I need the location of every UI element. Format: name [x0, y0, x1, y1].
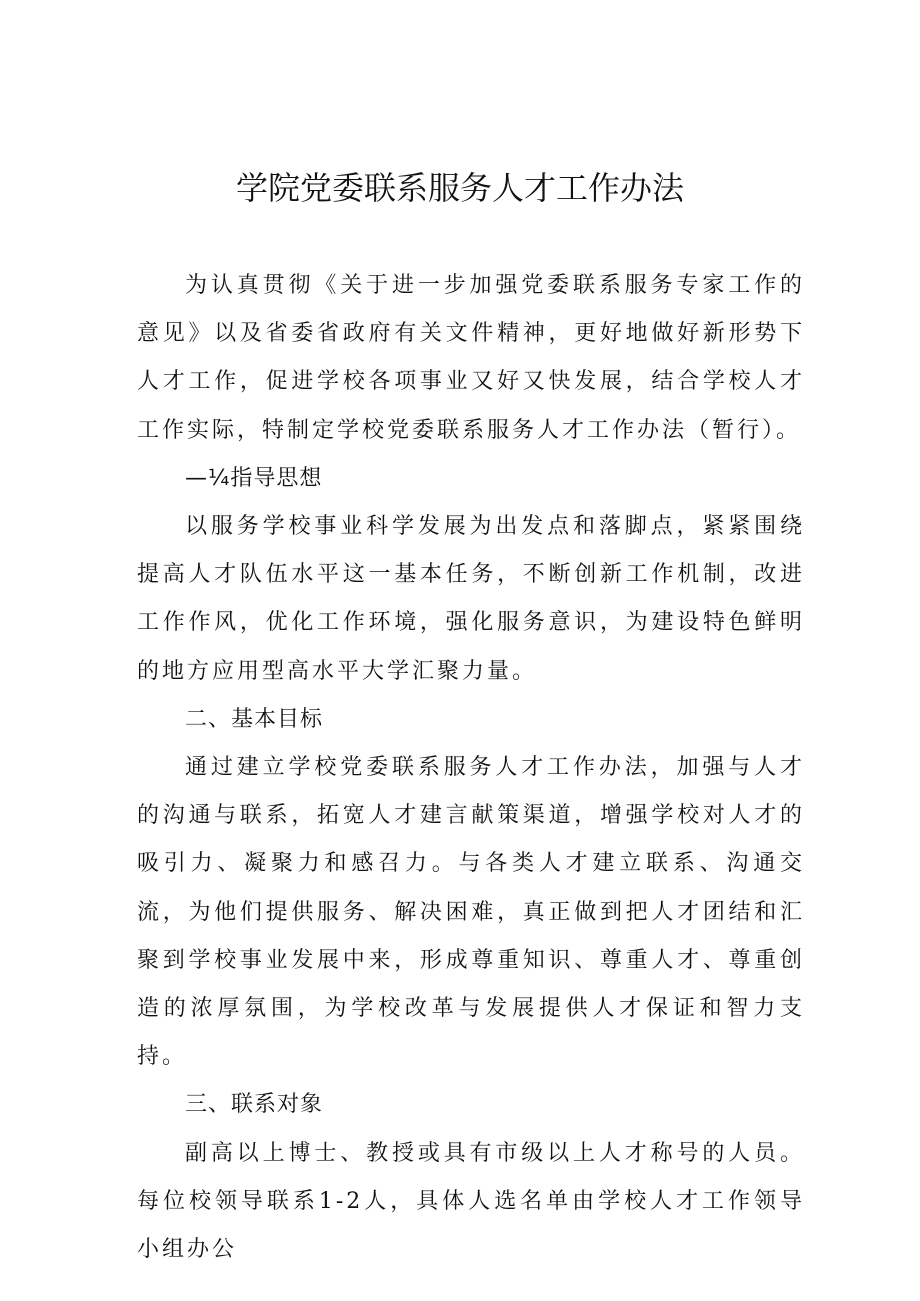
guiding-ideology-paragraph: 以服务学校事业科学发展为出发点和落脚点，紧紧围绕提高人才队伍水平这一基本任务，不断创新工作机制，改进工作作风，优化工作环境，强化服务意识，为建设特色鲜明的地方应用型高水平大学汇聚力量。: [137, 514, 805, 684]
section-heading-guiding-ideology: —¼指导思想: [185, 465, 323, 491]
section-heading-contact-targets: 三、联系对象: [185, 1092, 324, 1118]
section-heading-basic-goals: 二、基本目标: [185, 706, 324, 732]
document-title: 学院党委联系服务人才工作办法: [235, 169, 684, 207]
basic-goals-paragraph: 通过建立学校党委联系服务人才工作办法，加强与人才的沟通与联系，拓宽人才建言献策渠道，增强学校对人才的吸引力、凝聚力和感召力。与各类人才建立联系、沟通交流，为他们提供服务、解决困难，真正做到把人才团结和汇聚到学校事业发展中来，形成尊重知识、尊重人才、尊重创造的浓厚氛围，为学校改革与发展提供人才保证和智力支持。: [137, 755, 805, 1070]
intro-paragraph: 为认真贯彻《关于进一步加强党委联系服务专家工作的意见》以及省委省政府有关文件精神，更好地做好新形势下人才工作，促进学校各项事业又好又快发展，结合学校人才工作实际，特制定学校党委联系服务人才工作办法（暂行）。: [137, 273, 805, 443]
contact-targets-paragraph: 副高以上博士、教授或具有市级以上人才称号的人员。每位校领导联系1-2人，具体人选名单由学校人才工作领导小组办公: [137, 1140, 805, 1263]
document-body: [137, 262, 805, 1274]
